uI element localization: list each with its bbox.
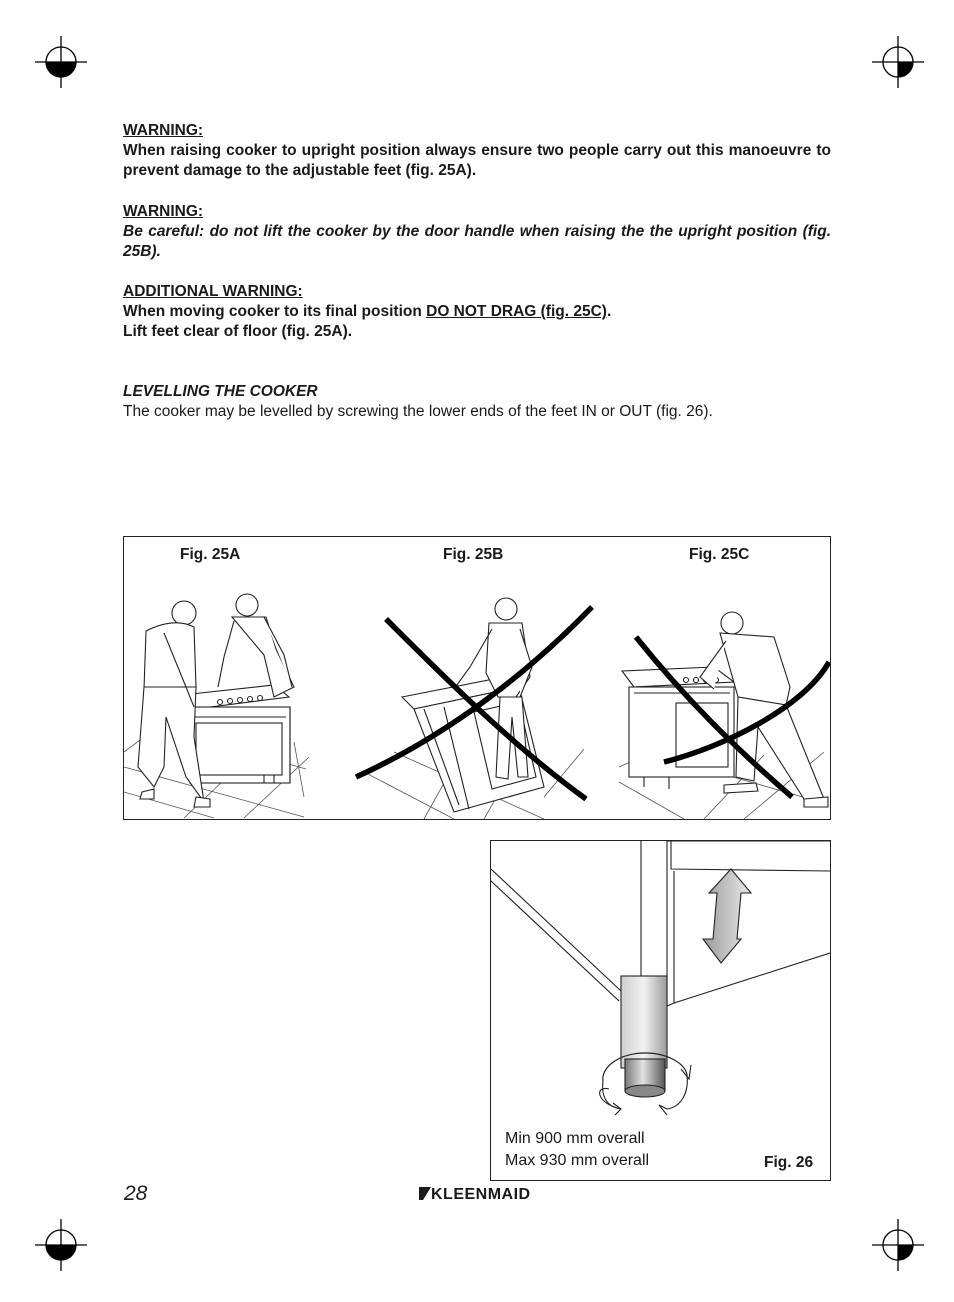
warning-heading: WARNING:: [123, 122, 204, 139]
brand-name: KLEENMAID: [431, 1186, 531, 1203]
additional-warning-line-2: Lift feet clear of floor (fig. 25A).: [123, 323, 353, 340]
additional-warning-line-1: [123, 302, 831, 322]
person-25a-right: [218, 594, 294, 697]
figure-label-25b: Fig. 25B: [443, 546, 504, 563]
figure-label-25a: Fig. 25A: [180, 546, 241, 563]
levelling-section: [123, 382, 831, 422]
min-height-text: Min 900 mm overall: [505, 1130, 645, 1147]
warning-text: When raising cooker to upright position always ensure two people carry out this manoeuvre to prevent damage to the adjustable feet (fig. 25A).: [123, 142, 831, 179]
page-number: 28: [124, 1182, 148, 1205]
figure-label-25c: Fig. 25C: [689, 546, 750, 563]
warning-heading: WARNING:: [123, 203, 204, 220]
figure-25-panel: [123, 536, 831, 820]
registration-mark-icon: [35, 36, 87, 88]
additional-warning-heading: ADDITIONAL WARNING:: [123, 283, 303, 300]
do-not-drag-text: DO NOT DRAG (fig. 25C): [426, 303, 607, 320]
figure-26-panel: [490, 840, 831, 1181]
kleenmaid-mark-icon: [419, 1187, 431, 1200]
warning-section-2: [123, 202, 831, 262]
registration-mark-icon: [872, 36, 924, 88]
max-height-text: Max 930 mm overall: [505, 1152, 650, 1169]
registration-mark-icon: [872, 1219, 924, 1271]
warning-text-prefix: When moving cooker to its final position: [123, 303, 427, 320]
cooker-lifting-illustration: [124, 537, 830, 819]
figure-label-26: Fig. 26: [764, 1154, 814, 1171]
additional-warning-section: [123, 282, 831, 342]
registration-mark-icon: [35, 1219, 87, 1271]
brand-logo: [419, 1186, 531, 1204]
warning-section-1: [123, 121, 831, 181]
warning-text-suffix: .: [606, 303, 612, 320]
levelling-heading: LEVELLING THE COOKER: [123, 383, 318, 400]
levelling-text: The cooker may be levelled by screwing the lower ends of the feet IN or OUT (fig. 26).: [123, 403, 713, 420]
warning-text: Be careful: do not lift the cooker by the door handle when raising the the upright position (fig. 25B).: [123, 223, 831, 260]
